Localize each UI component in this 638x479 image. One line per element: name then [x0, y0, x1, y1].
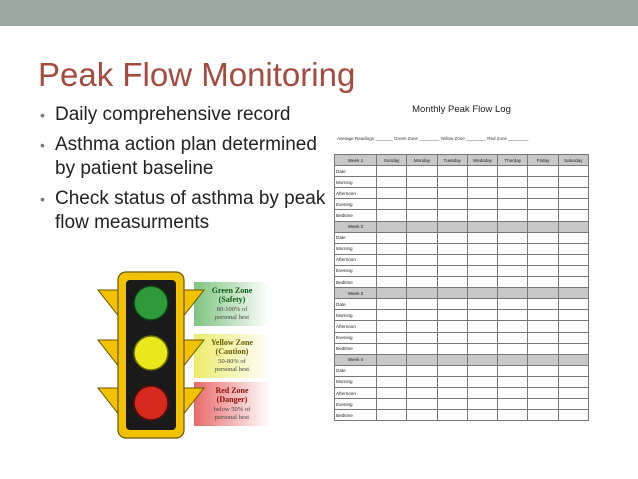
log-cell[interactable]	[377, 332, 407, 343]
row-label: Afternoon	[335, 387, 377, 398]
log-row	[335, 387, 589, 398]
day-header	[498, 221, 528, 232]
log-cell[interactable]	[467, 232, 497, 243]
red-zone-status: (Danger)	[216, 395, 248, 404]
log-cell[interactable]	[467, 376, 497, 387]
row-label: Afternoon	[335, 188, 377, 199]
log-cell[interactable]	[528, 188, 558, 199]
log-cell[interactable]	[528, 299, 558, 310]
log-cell[interactable]	[528, 199, 558, 210]
log-cell[interactable]	[467, 265, 497, 276]
log-cell[interactable]	[467, 243, 497, 254]
log-cell[interactable]	[377, 199, 407, 210]
day-header	[467, 221, 497, 232]
day-header	[437, 354, 467, 365]
log-cell[interactable]	[528, 177, 558, 188]
log-cell[interactable]	[377, 410, 407, 421]
log-cell[interactable]	[377, 310, 407, 321]
log-cell[interactable]	[407, 166, 437, 177]
log-cell[interactable]	[407, 387, 437, 398]
log-cell[interactable]	[528, 210, 558, 221]
log-cell[interactable]	[437, 254, 467, 265]
slide-title: Peak Flow Monitoring	[38, 56, 356, 93]
top-bar	[0, 0, 638, 26]
day-header: Wedsday	[467, 155, 497, 166]
row-label: Evening	[335, 199, 377, 210]
log-cell[interactable]	[558, 254, 588, 265]
day-header	[528, 354, 558, 365]
log-cell[interactable]	[558, 166, 588, 177]
day-header: Sunday	[377, 155, 407, 166]
log-cell[interactable]	[558, 188, 588, 199]
row-label: Date	[335, 299, 377, 310]
log-cell[interactable]	[558, 177, 588, 188]
log-cell[interactable]	[407, 299, 437, 310]
log-cell[interactable]	[437, 232, 467, 243]
log-cell[interactable]	[498, 277, 528, 288]
log-cell[interactable]	[377, 177, 407, 188]
peak-flow-log	[334, 101, 589, 428]
log-cell[interactable]	[558, 243, 588, 254]
log-cell[interactable]	[437, 277, 467, 288]
week-header-row	[335, 354, 589, 365]
week-label: Week 4	[335, 354, 377, 365]
row-label: Bedtime	[335, 343, 377, 354]
log-cell[interactable]	[558, 210, 588, 221]
week-label: Week 1	[335, 155, 377, 166]
row-label: Bedtime	[335, 410, 377, 421]
log-cell[interactable]	[498, 310, 528, 321]
log-cell[interactable]	[498, 177, 528, 188]
day-header	[437, 221, 467, 232]
log-cell[interactable]	[528, 399, 558, 410]
log-cell[interactable]	[407, 277, 437, 288]
log-cell[interactable]	[528, 321, 558, 332]
log-cell[interactable]	[377, 188, 407, 199]
log-cell[interactable]	[498, 199, 528, 210]
log-cell[interactable]	[377, 399, 407, 410]
row-label: Morning	[335, 243, 377, 254]
row-label: Morning	[335, 177, 377, 188]
log-cell[interactable]	[437, 399, 467, 410]
log-cell[interactable]	[498, 232, 528, 243]
log-row	[335, 166, 589, 177]
bullet-item	[40, 187, 330, 235]
log-cell[interactable]	[558, 277, 588, 288]
log-cell[interactable]	[407, 188, 437, 199]
log-title: Monthly Peak Flow Log	[412, 104, 511, 115]
log-cell[interactable]	[407, 376, 437, 387]
green-zone-name: Green Zone	[211, 286, 253, 295]
green-zone-status: (Safety)	[218, 295, 246, 304]
log-row	[335, 254, 589, 265]
log-cell[interactable]	[558, 399, 588, 410]
bullet-text: Asthma action plan determined by patient baseline	[55, 134, 317, 179]
log-row	[335, 376, 589, 387]
log-cell[interactable]	[528, 387, 558, 398]
log-cell[interactable]	[498, 343, 528, 354]
log-table	[334, 154, 589, 421]
log-cell[interactable]	[498, 387, 528, 398]
day-header	[377, 288, 407, 299]
day-header	[437, 288, 467, 299]
log-cell[interactable]	[558, 376, 588, 387]
day-header: Thurday	[498, 155, 528, 166]
day-header	[407, 221, 437, 232]
day-header	[407, 288, 437, 299]
log-cell[interactable]	[437, 387, 467, 398]
log-cell[interactable]	[407, 177, 437, 188]
log-cell[interactable]	[437, 199, 467, 210]
log-row	[335, 232, 589, 243]
log-row	[335, 299, 589, 310]
log-zones-line: Average Readings _______ Green Zone ________ Yellow Zone ________ Red Zone ________	[337, 136, 529, 141]
row-label: Evening	[335, 265, 377, 276]
yellow-zone-range: 50-80% of	[218, 358, 246, 365]
day-header	[498, 288, 528, 299]
log-cell[interactable]	[437, 299, 467, 310]
traffic-light-image	[90, 270, 282, 440]
yellow-zone-name: Yellow Zone	[211, 338, 253, 347]
log-cell[interactable]	[467, 365, 497, 376]
log-cell[interactable]	[377, 365, 407, 376]
log-cell[interactable]	[437, 365, 467, 376]
log-cell[interactable]	[467, 410, 497, 421]
log-cell[interactable]	[467, 277, 497, 288]
day-header	[498, 354, 528, 365]
log-row	[335, 332, 589, 343]
log-cell[interactable]	[467, 199, 497, 210]
row-label: Afternoon	[335, 321, 377, 332]
log-cell[interactable]	[467, 177, 497, 188]
log-row	[335, 321, 589, 332]
log-cell[interactable]	[407, 365, 437, 376]
row-label: Date	[335, 232, 377, 243]
log-cell[interactable]	[498, 265, 528, 276]
log-cell[interactable]	[407, 343, 437, 354]
row-label: Evening	[335, 399, 377, 410]
day-header	[467, 288, 497, 299]
week-label: Week 3	[335, 288, 377, 299]
row-label: Date	[335, 365, 377, 376]
log-cell[interactable]	[528, 254, 558, 265]
log-cell[interactable]	[437, 166, 467, 177]
red-light	[134, 386, 168, 420]
log-cell[interactable]	[528, 365, 558, 376]
log-cell[interactable]	[498, 365, 528, 376]
log-cell[interactable]	[437, 210, 467, 221]
bullet-item	[40, 103, 330, 127]
log-cell[interactable]	[467, 210, 497, 221]
log-cell[interactable]	[377, 166, 407, 177]
log-cell[interactable]	[407, 232, 437, 243]
row-label: Afternoon	[335, 254, 377, 265]
day-header: Tuesday	[437, 155, 467, 166]
log-cell[interactable]	[377, 265, 407, 276]
red-zone-name: Red Zone	[215, 386, 249, 395]
green-zone-range: 80-100% of	[216, 306, 248, 313]
log-cell[interactable]	[558, 321, 588, 332]
bullet-text: Check status of asthma by peak flow measurments	[55, 188, 326, 233]
log-row	[335, 410, 589, 421]
log-cell[interactable]	[558, 387, 588, 398]
log-cell[interactable]	[467, 188, 497, 199]
log-cell[interactable]	[467, 166, 497, 177]
log-cell[interactable]	[377, 376, 407, 387]
log-cell[interactable]	[498, 254, 528, 265]
log-row	[335, 177, 589, 188]
log-cell[interactable]	[377, 343, 407, 354]
day-header	[558, 221, 588, 232]
green-zone-basis: personal best	[214, 314, 250, 321]
log-cell[interactable]	[467, 321, 497, 332]
log-cell[interactable]	[437, 265, 467, 276]
log-cell[interactable]	[467, 343, 497, 354]
log-cell[interactable]	[498, 399, 528, 410]
day-header: Monday	[407, 155, 437, 166]
log-cell[interactable]	[528, 166, 558, 177]
log-row	[335, 188, 589, 199]
log-cell[interactable]	[528, 243, 558, 254]
row-label: Morning	[335, 310, 377, 321]
log-cell[interactable]	[498, 376, 528, 387]
log-cell[interactable]	[437, 410, 467, 421]
log-cell[interactable]	[558, 332, 588, 343]
log-row	[335, 310, 589, 321]
log-row	[335, 399, 589, 410]
log-cell[interactable]	[437, 343, 467, 354]
log-cell[interactable]	[528, 332, 558, 343]
log-cell[interactable]	[467, 332, 497, 343]
log-cell[interactable]	[467, 310, 497, 321]
log-cell[interactable]	[377, 243, 407, 254]
log-cell[interactable]	[528, 277, 558, 288]
day-header: Friday	[528, 155, 558, 166]
week-header-row	[335, 221, 589, 232]
log-row	[335, 265, 589, 276]
bullet-item	[40, 133, 330, 181]
bullet-dot-icon: •	[40, 191, 45, 207]
log-cell[interactable]	[437, 321, 467, 332]
day-header	[407, 354, 437, 365]
log-cell[interactable]	[377, 277, 407, 288]
log-cell[interactable]	[377, 232, 407, 243]
log-cell[interactable]	[498, 299, 528, 310]
log-cell[interactable]	[437, 310, 467, 321]
yellow-light	[134, 336, 168, 370]
day-header	[558, 288, 588, 299]
bullet-dot-icon: •	[40, 137, 45, 153]
green-light	[134, 286, 168, 320]
row-label: Morning	[335, 376, 377, 387]
log-cell[interactable]	[437, 243, 467, 254]
log-cell[interactable]	[377, 254, 407, 265]
log-cell[interactable]	[407, 332, 437, 343]
day-header	[558, 354, 588, 365]
bullet-list	[40, 103, 330, 241]
log-cell[interactable]	[558, 265, 588, 276]
day-header	[377, 354, 407, 365]
log-cell[interactable]	[437, 177, 467, 188]
log-cell[interactable]	[407, 210, 437, 221]
day-header	[528, 288, 558, 299]
log-cell[interactable]	[437, 376, 467, 387]
day-header: Saturday	[558, 155, 588, 166]
row-label: Evening	[335, 332, 377, 343]
log-cell[interactable]	[558, 343, 588, 354]
day-header	[377, 221, 407, 232]
log-cell[interactable]	[528, 265, 558, 276]
log-cell[interactable]	[558, 232, 588, 243]
log-cell[interactable]	[498, 188, 528, 199]
log-cell[interactable]	[407, 321, 437, 332]
log-cell[interactable]	[528, 410, 558, 421]
bullet-text: Daily comprehensive record	[55, 104, 291, 125]
log-cell[interactable]	[498, 166, 528, 177]
log-cell[interactable]	[407, 254, 437, 265]
row-label: Bedtime	[335, 210, 377, 221]
log-cell[interactable]	[407, 410, 437, 421]
log-row	[335, 343, 589, 354]
log-cell[interactable]	[407, 265, 437, 276]
log-cell[interactable]	[528, 376, 558, 387]
log-cell[interactable]	[558, 410, 588, 421]
log-cell[interactable]	[377, 210, 407, 221]
log-cell[interactable]	[498, 332, 528, 343]
log-cell[interactable]	[407, 199, 437, 210]
log-cell[interactable]	[377, 321, 407, 332]
week-header-row	[335, 288, 589, 299]
log-cell[interactable]	[467, 299, 497, 310]
log-cell[interactable]	[467, 399, 497, 410]
day-header	[528, 221, 558, 232]
red-zone-basis: personal best	[214, 414, 250, 421]
log-row	[335, 199, 589, 210]
log-cell[interactable]	[528, 310, 558, 321]
red-zone-range: below 50% of	[213, 406, 251, 413]
day-header	[467, 354, 497, 365]
log-row	[335, 365, 589, 376]
bullet-dot-icon: •	[40, 107, 45, 123]
log-cell[interactable]	[558, 299, 588, 310]
log-row	[335, 243, 589, 254]
log-cell[interactable]	[377, 387, 407, 398]
week-header-row	[335, 155, 589, 166]
log-cell[interactable]	[407, 310, 437, 321]
week-label: Week 2	[335, 221, 377, 232]
log-cell[interactable]	[437, 188, 467, 199]
log-cell[interactable]	[407, 243, 437, 254]
log-row	[335, 210, 589, 221]
log-cell[interactable]	[467, 254, 497, 265]
yellow-zone-basis: personal best	[214, 366, 250, 373]
log-cell[interactable]	[407, 399, 437, 410]
log-row	[335, 277, 589, 288]
row-label: Date	[335, 166, 377, 177]
log-cell[interactable]	[437, 332, 467, 343]
log-cell[interactable]	[498, 321, 528, 332]
log-cell[interactable]	[558, 310, 588, 321]
log-cell[interactable]	[528, 343, 558, 354]
log-cell[interactable]	[498, 410, 528, 421]
log-cell[interactable]	[528, 232, 558, 243]
log-cell[interactable]	[498, 243, 528, 254]
log-cell[interactable]	[467, 387, 497, 398]
row-label: Bedtime	[335, 277, 377, 288]
yellow-zone-status: (Caution)	[215, 347, 249, 356]
log-cell[interactable]	[498, 210, 528, 221]
log-cell[interactable]	[558, 199, 588, 210]
log-cell[interactable]	[558, 365, 588, 376]
log-cell[interactable]	[377, 299, 407, 310]
